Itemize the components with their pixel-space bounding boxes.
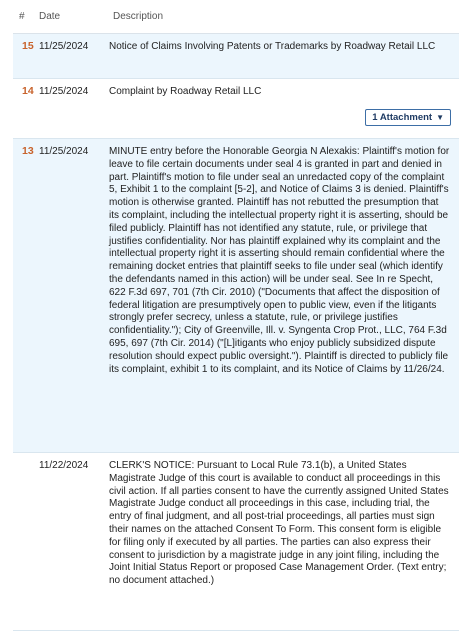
attachment-toggle-button[interactable] xyxy=(365,109,451,126)
attachment-label: 1 Attachment xyxy=(372,111,433,123)
entry-number[interactable]: 15 xyxy=(22,40,34,52)
column-header-date: Date xyxy=(39,11,61,22)
attachment-controls xyxy=(109,109,451,126)
entry-description-cell xyxy=(109,79,459,138)
docket-table xyxy=(13,0,459,631)
chevron-down-icon: ▼ xyxy=(436,112,444,122)
entry-number[interactable]: 13 xyxy=(22,145,34,157)
entry-date: 11/25/2024 xyxy=(39,41,89,52)
column-header-number: # xyxy=(19,11,25,22)
entry-date: 11/22/2024 xyxy=(39,460,89,471)
docket-entry-15 xyxy=(13,34,459,79)
entry-description: CLERK'S NOTICE: Pursuant to Local Rule 73.1(b), a United States Magistrate Judge of this court is available to conduct all proceedings in this civil action. If all parties consent to have the currently assigned United States Magistrate Judge conduct all proceedings in this case, including trial, the entry of final judgment, and all post-trial proceedings, all parties must sign their names on the attached Consent To Form. This consent form is eligible for filing only if executed by all parties. The parties can also express their consent to jurisdiction by a magistrate judge in any joint filing, including the Joint Initial Status Report or proposed Case Management Order. (Text entry; no document attached.) xyxy=(109,460,449,587)
entry-date: 11/25/2024 xyxy=(39,86,89,97)
docket-entry-14 xyxy=(13,79,459,139)
entry-number xyxy=(13,453,39,630)
entry-number[interactable]: 14 xyxy=(22,85,34,97)
docket-table-header xyxy=(13,0,459,34)
docket-entry-13 xyxy=(13,139,459,453)
entry-description: Complaint by Roadway Retail LLC xyxy=(109,86,262,97)
entry-description: MINUTE entry before the Honorable Georgia N Alexakis: Plaintiff's motion for leave to file certain documents under seal 4 is granted in part and denied in part. Plaintiff's motion to file under seal an unredacted copy of the complaint 5, Exhibit 1 to the complaint [5-2], and Notice of Claims 3 is denied. Plaintiff's motion is otherwise granted. Plaintiff has not rebutted the presumption that its complaint, including the intellectual property right it is asserting, should be filed publicly. Plaintiff has not identified any statute, rule, or privilege that justifies confidentiality. Nor has plaintiff explained why its complaint and the intellectual property right it is asserting should remain confidential where the remaining docket entries that plaintiff seeks to file under seal (which identify the defendants named in this action) will be under seal. See In re Specht, 622 F.3d 697, 701 (7th Cir. 2010) ("Documents that affect the disposition of federal litigation are presumptively open to public view, even if the litigants strongly prefer secrecy, unless a statute, rule, or privilege justifies confidentiality."); City of Greenville, Ill. v. Syngenta Crop Prot., LLC, 764 F.3d 695, 697 (7th Cir. 2014) ("[L]itigants who enjoy publicly subsidized dispute resolution should expect public oversight."). Plaintiff is directed to publicly file its complaint, exhibit 1 to its complaint, and its Notice of Claims by 11/26/24. xyxy=(109,146,450,375)
entry-date: 11/25/2024 xyxy=(39,146,89,157)
docket-entry-clerks-notice xyxy=(13,453,459,631)
column-header-description: Description xyxy=(113,11,164,22)
entry-description: Notice of Claims Involving Patents or Trademarks by Roadway Retail LLC xyxy=(109,41,436,52)
